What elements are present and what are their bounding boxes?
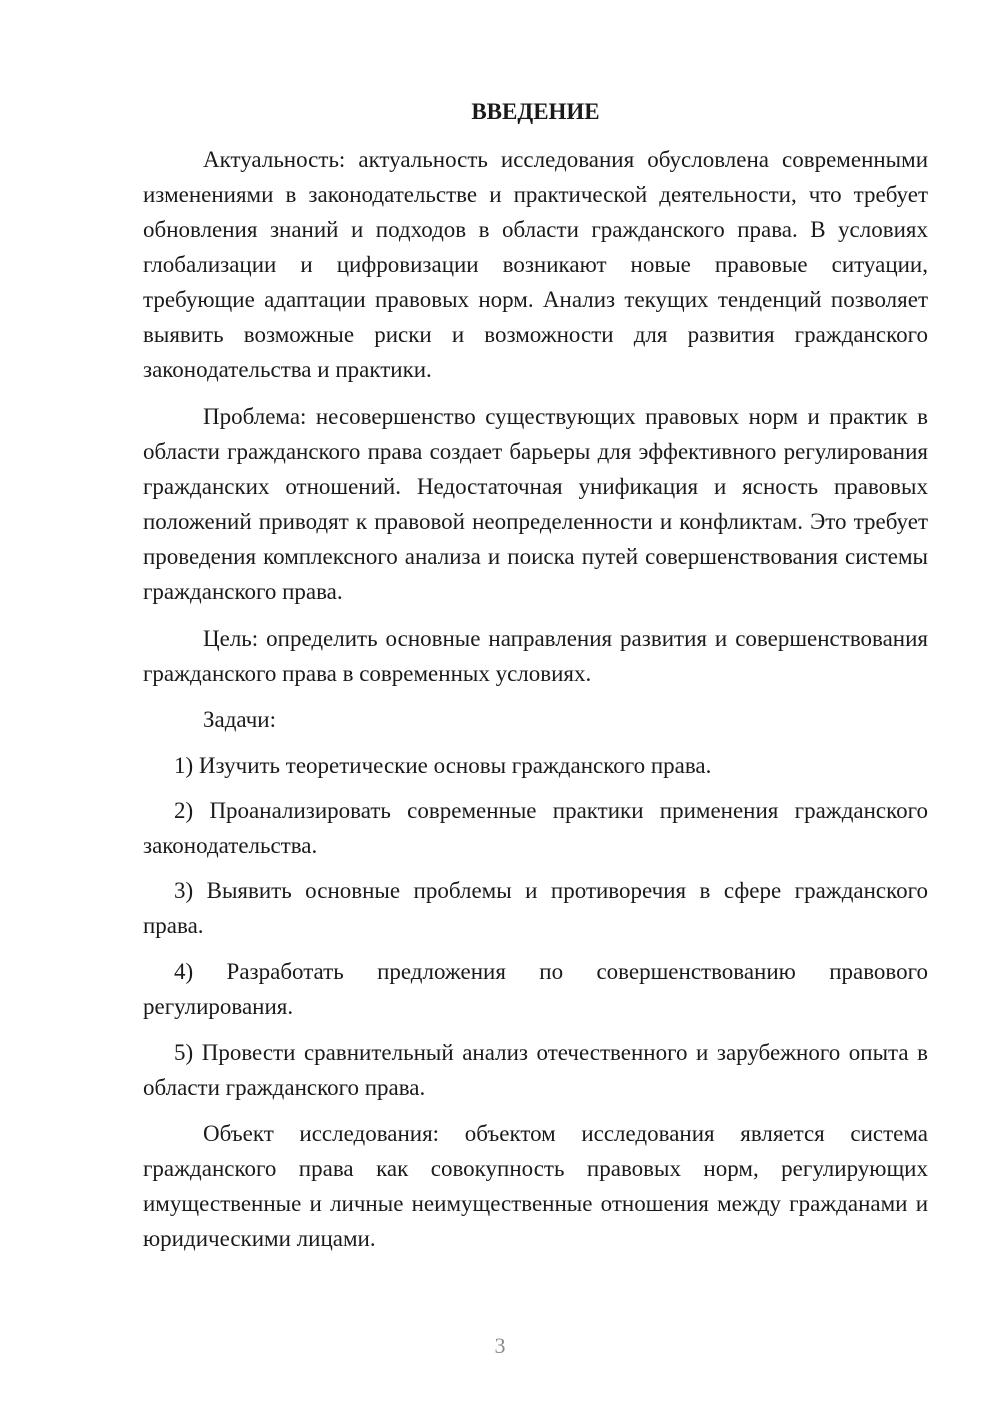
tasks-heading: Задачи: — [203, 707, 276, 732]
problem-paragraph: Проблема: несовершенство существующих правовых норм и практик в области гражданского права создает барьеры для эффективного регулирования гражданских отношений. Недостаточная унификация и ясность правовых положений приводят к правовой неопределенности и конфликтам. Это требует проведения комплексного анализа и поиска путей совершенствования системы гражданского права. — [143, 404, 928, 604]
relevance-paragraph: Актуальность: актуальность исследования обусловлена современными изменениями в законодательстве и практической деятельности, что требует обновления знаний и подходов в области гражданского права. В условиях глобализации и цифровизации возникают новые правовые ситуации, требующие адаптации правовых норм. Анализ текущих тенденций позволяет выявить возможные риски и возможности для развития гражданского законодательства и практики. — [143, 147, 928, 382]
task-item-5: 5) Провести сравнительный анализ отечественного и зарубежного опыта в области гражданского права. — [143, 1040, 928, 1100]
task-item-4: 4) Разработать предложения по совершенствованию правового регулирования. — [143, 959, 928, 1019]
task-item-3: 3) Выявить основные проблемы и противоречия в сфере гражданского права. — [143, 878, 928, 938]
task-item-2: 2) Проанализировать современные практики применения гражданского законодательства. — [143, 798, 928, 858]
page-number: 3 — [494, 1333, 506, 1358]
page-title: ВВЕДЕНИЕ — [471, 99, 600, 124]
goal-paragraph: Цель: определить основные направления развития и совершенствования гражданского права в современных условиях. — [143, 626, 928, 686]
object-paragraph: Объект исследования: объектом исследования является система гражданского права как совокупность правовых норм, регулирующих имущественные и личные неимущественные отношения между гражданами и юридическими лицами. — [143, 1121, 928, 1251]
task-item-1: 1) Изучить теоретические основы гражданского права. — [174, 753, 712, 778]
